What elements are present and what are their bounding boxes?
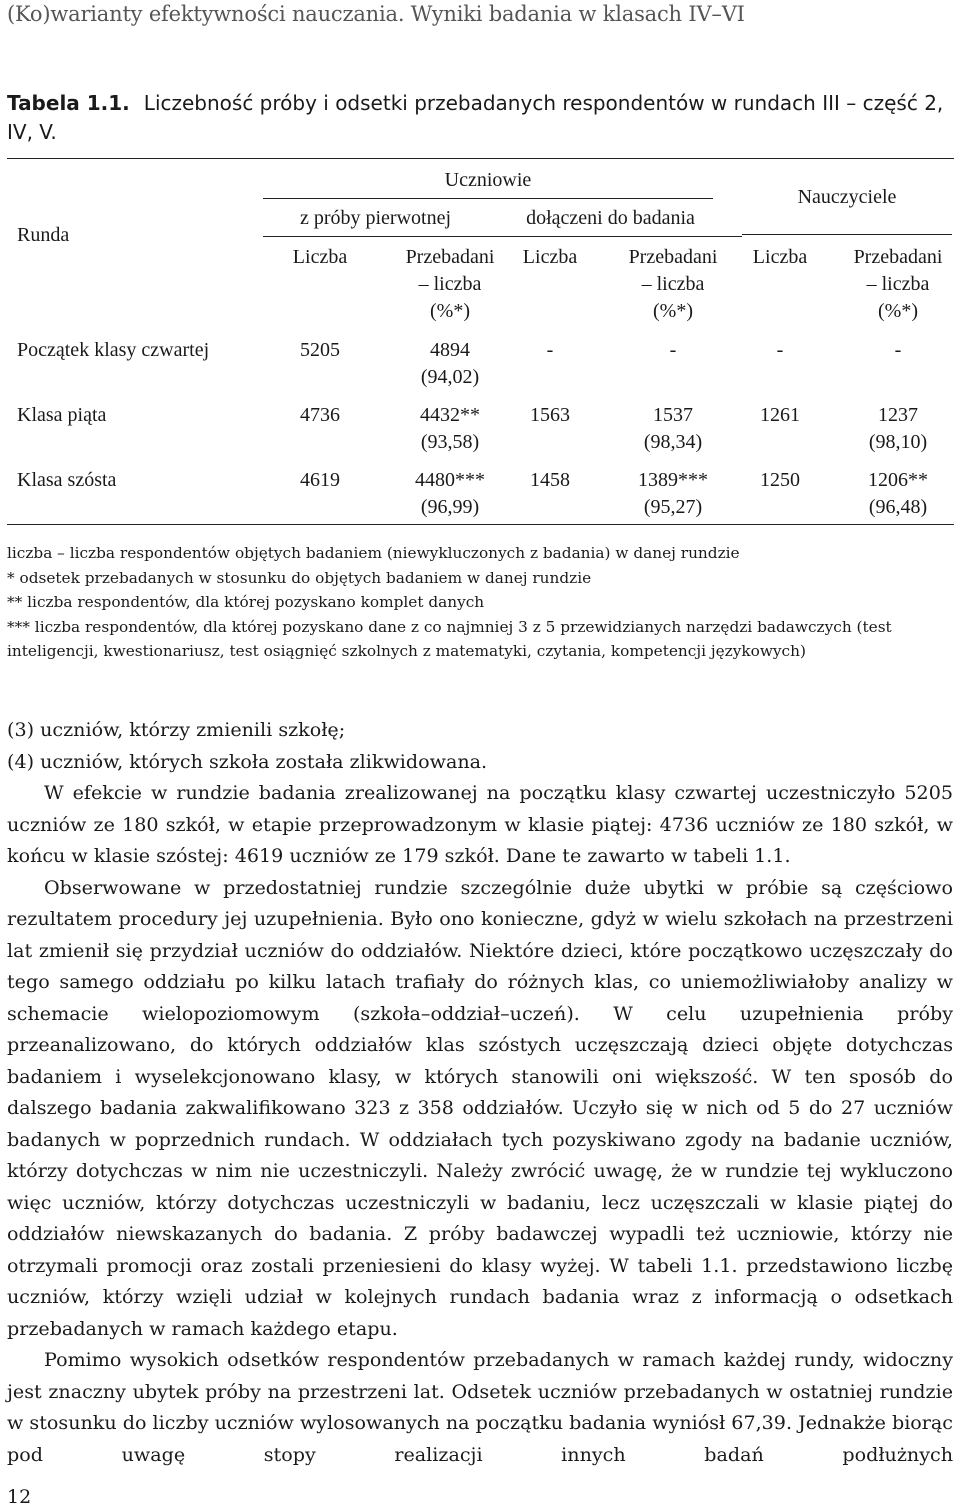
row-1-n-percent: (98,10) bbox=[868, 431, 928, 453]
footnote-asterisk-2: ** liczba respondentów, dla której pozyskano komplet danych bbox=[7, 593, 485, 611]
header-uczniowie-rule bbox=[263, 198, 713, 199]
table-caption-label: Tabela 1.1. bbox=[7, 91, 130, 115]
row-0-d-przebadani: - bbox=[669, 339, 677, 361]
row-1-z-przebadani: 4432** bbox=[420, 404, 480, 426]
row-1-d-liczba: 1563 bbox=[530, 404, 570, 426]
header-sub-rule bbox=[263, 236, 742, 237]
row-0-runda: Początek klasy czwartej bbox=[17, 339, 210, 361]
header-liczba-n: Liczba bbox=[752, 246, 808, 268]
row-2-n-przebadani: 1206** bbox=[868, 469, 928, 491]
row-2-z-liczba: 4619 bbox=[300, 469, 340, 491]
row-2-n-percent: (96,48) bbox=[868, 496, 928, 518]
header-dolaczeni-do-badania: dołączeni do badania bbox=[526, 207, 695, 229]
row-0-d-liczba: - bbox=[546, 339, 554, 361]
row-1-d-percent: (98,34) bbox=[643, 431, 703, 453]
header-liczba-z: Liczba bbox=[292, 246, 348, 268]
header-przebadani-z-3: (%*) bbox=[430, 300, 470, 322]
row-1-d-przebadani: 1537 bbox=[653, 404, 693, 426]
header-przebadani-d-1: Przebadani bbox=[628, 246, 718, 268]
row-1-runda: Klasa piąta bbox=[17, 404, 107, 426]
row-1-n-liczba: 1261 bbox=[760, 404, 800, 426]
row-2-d-przebadani: 1389*** bbox=[638, 469, 708, 491]
paragraph-1: W efekcie w rundzie badania zrealizowanej na początku klasy czwartej uczestniczyło 5205 uczniów ze 180 szkół, w etapie przeprowadzonym w klasie piątej: 4736 uczniów ze 180 szkół, w końcu w klasie szóstej: 4619 uczniów ze 179 szkół. Dane te zawarto w tabeli 1.1. bbox=[7, 781, 953, 867]
table-top-rule bbox=[7, 158, 954, 159]
footnote-liczba: liczba – liczba respondentów objętych badaniem (niewykluczonych z badania) w danej rundzie bbox=[7, 544, 740, 562]
row-2-d-percent: (95,27) bbox=[643, 496, 703, 518]
header-nauczyciele: Nauczyciele bbox=[797, 186, 897, 208]
header-uczniowie: Uczniowie bbox=[444, 169, 532, 191]
paragraph-3: Pomimo wysokich odsetków respondentów przebadanych w ramach każdej rundy, widoczny jest znaczny ubytek próby na przestrzeni lat. Odsetek uczniów przebadanych w ostatniej rundzie w stosunku do liczby uczniów wylosowanych na początku badania wyniósł 67,39. Jednakże biorąc pod uwagę stopy realizacji innych badań podłużnych bbox=[7, 1348, 953, 1466]
row-0-z-percent: (94,02) bbox=[420, 366, 480, 388]
header-przebadani-z-1: Przebadani bbox=[405, 246, 495, 268]
row-1-z-percent: (93,58) bbox=[420, 431, 480, 453]
table-footnotes bbox=[7, 541, 952, 664]
header-przebadani-n-3: (%*) bbox=[878, 300, 918, 322]
list-item-4: (4) uczniów, których szkoła została zlikwidowana. bbox=[7, 749, 488, 773]
row-2-n-liczba: 1250 bbox=[760, 469, 800, 491]
row-1-z-liczba: 4736 bbox=[300, 404, 340, 426]
header-z-proby-pierwotnej: z próby pierwotnej bbox=[299, 207, 452, 229]
header-przebadani-d-3: (%*) bbox=[653, 300, 693, 322]
table-bottom-rule bbox=[7, 524, 954, 525]
header-przebadani-z-2: – liczba bbox=[418, 273, 482, 295]
header-przebadani-n-1: Przebadani bbox=[853, 246, 943, 268]
header-runda: Runda bbox=[17, 224, 70, 246]
footnote-asterisk-3: *** liczba respondentów, dla której pozyskano dane z co najmniej 3 z 5 przewidzianych narzędzi badawczych (test inteligencji, kwestionariusz, test osiągnięć szkolnych z matematyki, czytania, kompetencji językowych) bbox=[7, 617, 892, 660]
running-header: (Ko)warianty efektywności nauczania. Wyniki badania w klasach IV–VI bbox=[7, 2, 745, 26]
row-2-z-percent: (96,99) bbox=[420, 496, 480, 518]
header-nauczyciele-rule bbox=[742, 234, 952, 235]
table-caption bbox=[7, 89, 952, 147]
header-przebadani-n-2: – liczba bbox=[866, 273, 930, 295]
footnote-asterisk-1: * odsetek przebadanych w stosunku do objętych badaniem w danej rundzie bbox=[7, 568, 592, 587]
row-1-n-przebadani: 1237 bbox=[878, 404, 918, 426]
row-0-z-liczba: 5205 bbox=[300, 339, 340, 361]
table-caption-text: Liczebność próby i odsetki przebadanych respondentów w rundach III – część 2, IV, V. bbox=[7, 91, 944, 144]
list-item-3: (3) uczniów, którzy zmienili szkołę; bbox=[7, 718, 346, 741]
body-text bbox=[7, 714, 953, 1470]
row-2-z-przebadani: 4480*** bbox=[415, 469, 485, 491]
page-number: 12 bbox=[7, 1486, 32, 1508]
paragraph-2: Obserwowane w przedostatniej rundzie szczególnie duże ubytki w próbie są częściowo rezultatem procedury jej uzupełnienia. Było ono konieczne, gdyż w wielu szkołach na przestrzeni lat zmienił się przydział uczniów do oddziałów. Niektóre dzieci, które początkowo uczęszczały do tego samego oddziału po kilku latach trafiały do różnych klas, co uniemożliwiałoby analizy w schemacie wielopoziomowym (szkoła–oddział–uczeń). W celu uzupełnienia próby przeanalizowano, do których oddziałów klas szóstych uczęszczają dzieci objęte dotychczas badaniem i wyselekcjonowano klasy, w których stanowili oni większość. W ten sposób do dalszego badania zakwalifikowano 323 z 358 oddziałów. Uczyło się w nich od 5 do 27 uczniów badanych w poprzednich rundach. W oddziałach tych pozyskiwano zgody na badanie uczniów, którzy dotychczas w nim nie uczestniczyli. Należy zwrócić uwagę, że w rundzie tej wykluczono więc uczniów, którzy dotychczas uczestniczyli w badaniu, lecz uczęszczali w klasie piątej do oddziałów niewskazanych do badania. Z próby badawczej wypadli też uczniowie, którzy nie otrzymali promocji oraz zostali przeniesieni do klasy wyżej. W tabeli 1.1. przedstawiono liczbę uczniów, którzy wzięli udział w kolejnych rundach badania wraz z informacją o odsetkach przebadanych w ramach każdego etapu. bbox=[7, 875, 953, 1340]
row-0-n-liczba: - bbox=[776, 339, 784, 361]
row-0-n-przebadani: - bbox=[894, 339, 902, 361]
row-0-z-przebadani: 4894 bbox=[430, 339, 470, 361]
row-2-runda: Klasa szósta bbox=[17, 469, 117, 491]
header-przebadani-d-2: – liczba bbox=[641, 273, 705, 295]
row-2-d-liczba: 1458 bbox=[530, 469, 570, 491]
header-liczba-d: Liczba bbox=[522, 246, 578, 268]
